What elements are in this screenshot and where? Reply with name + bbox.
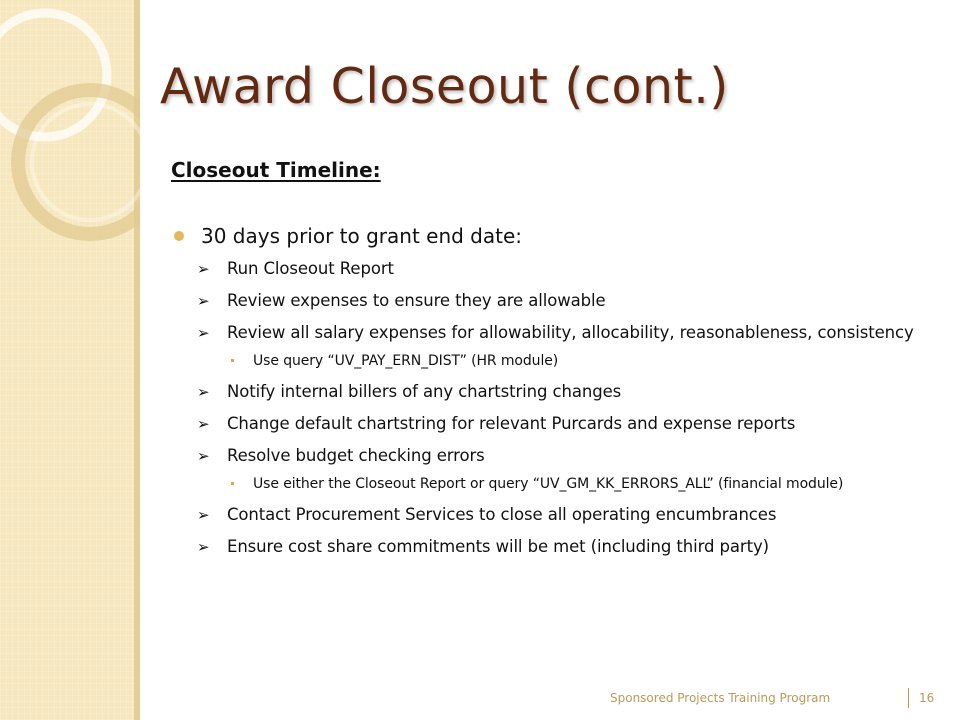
list-item (171, 446, 931, 466)
list-item-text: 30 days prior to grant end date: (201, 224, 523, 248)
list-item (171, 474, 931, 495)
arrow-bullet-icon: ➢ (197, 324, 210, 342)
arrow-bullet-icon: ➢ (197, 415, 210, 433)
list-item (171, 291, 931, 311)
arrow-bullet-icon: ➢ (197, 538, 210, 556)
arrow-bullet-icon: ➢ (197, 260, 210, 278)
list-item (171, 351, 931, 372)
list-item (171, 537, 931, 557)
section-heading: Closeout Timeline: (171, 158, 381, 182)
arrow-bullet-icon: ➢ (197, 447, 210, 465)
arrow-bullet-icon: ➢ (197, 383, 210, 401)
square-bullet-icon (231, 482, 234, 485)
list-item-text: Change default chartstring for relevant Purcards and expense reports (227, 414, 796, 433)
list-item (171, 382, 931, 402)
list-item (171, 224, 931, 248)
list-item-text: Use query “UV_PAY_ERN_DIST” (HR module) (253, 353, 559, 369)
list-item-text: Notify internal billers of any chartstring changes (227, 382, 622, 401)
list-item-text: Review all salary expenses for allowability, allocability, reasonableness, consistency (227, 323, 914, 342)
list-item-text: Run Closeout Report (227, 259, 394, 278)
list-item (171, 414, 931, 434)
square-bullet-icon (231, 359, 234, 362)
list-item-text: Resolve budget checking errors (227, 446, 485, 465)
decorative-sidebar (0, 0, 140, 720)
decorative-rings-icon (0, 0, 140, 720)
page-number: 16 (919, 691, 935, 705)
list-item-text: Use either the Closeout Report or query “UV_GM_KK_ERRORS_ALL” (financial module) (253, 476, 844, 492)
footer-program-name: Sponsored Projects Training Program (610, 691, 831, 705)
list-item-text: Contact Procurement Services to close all operating encumbrances (227, 505, 777, 524)
list-item (171, 323, 931, 343)
circle-bullet-icon (174, 231, 184, 241)
list-item-text: Review expenses to ensure they are allowable (227, 291, 606, 310)
list-item (171, 259, 931, 279)
list-item-text: Ensure cost share commitments will be met (including third party) (227, 537, 769, 556)
list-item (171, 505, 931, 525)
bullet-list (171, 224, 931, 569)
arrow-bullet-icon: ➢ (197, 292, 210, 310)
footer-divider (908, 688, 909, 708)
slide-title: Award Closeout (cont.) (160, 58, 729, 115)
arrow-bullet-icon: ➢ (197, 506, 210, 524)
